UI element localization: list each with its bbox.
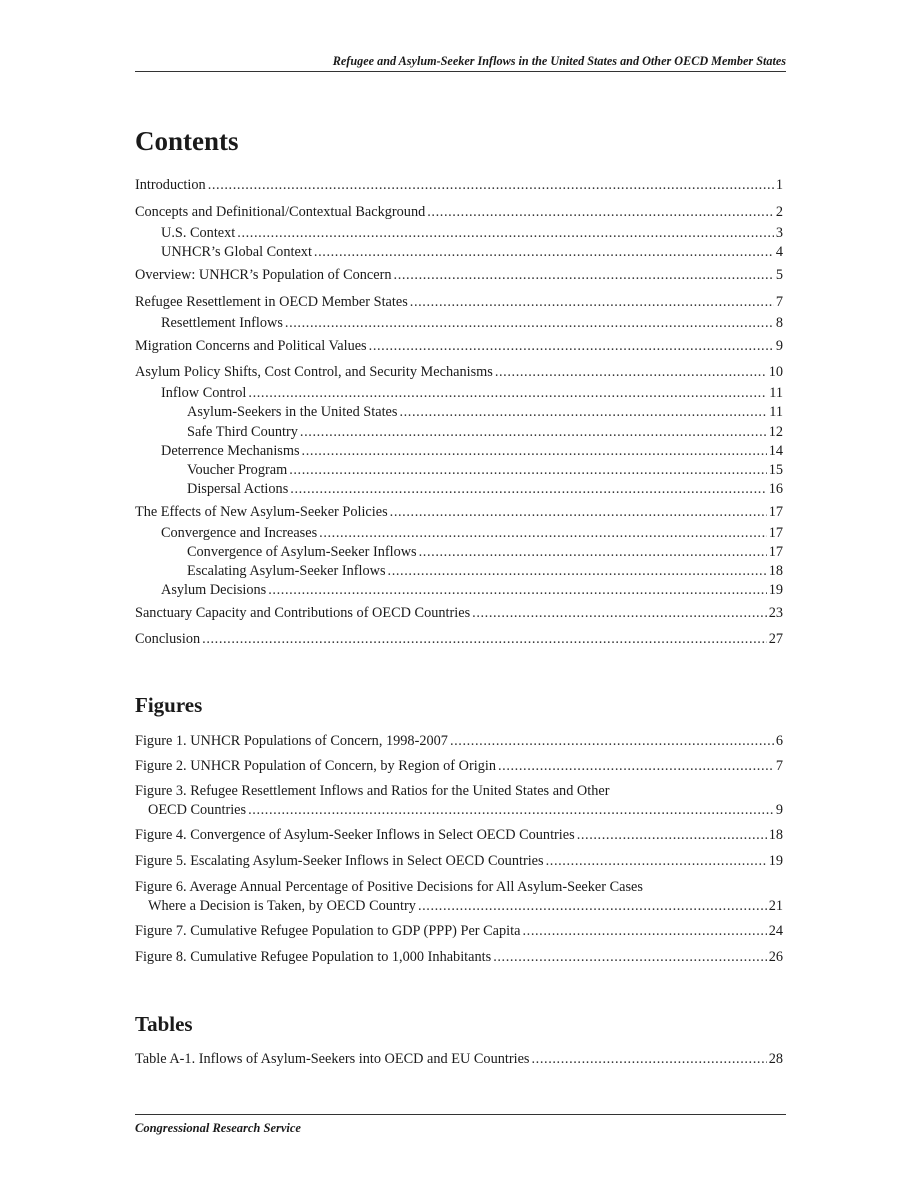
figure-entry-7[interactable] [135, 922, 783, 940]
figure-entry-6[interactable] [135, 897, 783, 915]
toc-entry-label: Introduction [135, 177, 206, 193]
toc-entry-page: 8 [775, 315, 783, 331]
toc-entry-label: Figure 4. Convergence of Asylum-Seeker Inflows in Select OECD Countries [135, 827, 575, 843]
toc-entry-page: 19 [768, 853, 783, 869]
toc-entry-page: 24 [768, 923, 783, 939]
leader-dots [450, 732, 774, 750]
leader-dots [388, 562, 767, 580]
toc-entry-page: 14 [768, 443, 783, 459]
toc-entry-page: 19 [768, 582, 783, 598]
leader-dots [248, 384, 767, 402]
leader-dots [498, 757, 774, 775]
footer-rule [135, 1114, 786, 1115]
footer: Congressional Research Service [135, 1121, 301, 1135]
toc-entry-us-context[interactable] [135, 224, 783, 242]
toc-entry-label: Figure 7. Cumulative Refugee Population to GDP (PPP) Per Capita [135, 923, 521, 939]
toc-entry-page: 15 [768, 462, 783, 478]
toc-entry-label: Figure 1. UNHCR Populations of Concern, 1998-2007 [135, 733, 448, 749]
leader-dots [314, 243, 774, 261]
toc-entry-page: 11 [769, 404, 783, 420]
toc-entry-convergence-increases[interactable] [135, 524, 783, 542]
toc-entry-label: Voucher Program [187, 462, 288, 478]
leader-dots [472, 604, 767, 622]
leader-dots [495, 363, 767, 381]
figure-entry-2[interactable] [135, 757, 783, 775]
toc-entry-page: 7 [775, 294, 783, 310]
toc-entry-asylum-decisions[interactable] [135, 581, 783, 599]
toc-entry-page: 9 [775, 802, 783, 818]
leader-dots [427, 203, 774, 221]
toc-entry-label: UNHCR’s Global Context [161, 244, 312, 260]
toc-entry-page: 5 [775, 267, 783, 283]
toc-entry-page: 23 [768, 605, 783, 621]
toc-entry-label: Overview: UNHCR’s Population of Concern [135, 267, 392, 283]
toc-entry-page: 16 [768, 481, 783, 497]
toc-entry-page: 10 [768, 364, 783, 380]
figure-entry-4[interactable] [135, 826, 783, 844]
toc-entry-page: 1 [775, 177, 783, 193]
leader-dots [302, 442, 767, 460]
toc-entry-page: 18 [768, 563, 783, 579]
toc-entry-label: Convergence of Asylum-Seeker Inflows [187, 544, 417, 560]
toc-entry-migration-concerns[interactable] [135, 337, 783, 355]
toc-entry-label: OECD Countries [148, 802, 247, 818]
leader-dots [532, 1050, 767, 1068]
toc-entry-page: 3 [775, 225, 783, 241]
toc-entry-label: Convergence and Increases [161, 525, 318, 541]
toc-entry-convergence-inflows[interactable] [135, 543, 783, 561]
leader-dots [369, 337, 774, 355]
toc-entry-label: Migration Concerns and Political Values [135, 338, 367, 354]
toc-entry-asylum-seekers-us[interactable] [135, 403, 783, 421]
toc-entry-resettlement-inflows[interactable] [135, 314, 783, 332]
toc-entry-label: Deterrence Mechanisms [161, 443, 300, 459]
toc-entry-page: 18 [768, 827, 783, 843]
leader-dots [577, 826, 767, 844]
toc-entry-effects-new-policies[interactable] [135, 503, 783, 521]
leader-dots [546, 852, 767, 870]
toc-entry-label: Figure 2. UNHCR Population of Concern, by Region of Origin [135, 758, 496, 774]
leader-dots [493, 948, 767, 966]
leader-dots [268, 581, 766, 599]
leader-dots [319, 524, 767, 542]
toc-entry-label: U.S. Context [161, 225, 236, 241]
toc-entry-label: Inflow Control [161, 385, 247, 401]
toc-entry-page: 7 [775, 758, 783, 774]
contents-heading: Contents [135, 126, 239, 156]
toc-entry-introduction[interactable] [135, 176, 783, 194]
toc-entry-page: 9 [775, 338, 783, 354]
leader-dots [390, 503, 767, 521]
toc-entry-page: 26 [768, 949, 783, 965]
toc-entry-inflow-control[interactable] [135, 384, 783, 402]
toc-entry-page: 17 [768, 504, 783, 520]
toc-entry-concepts[interactable] [135, 203, 783, 221]
leader-dots [208, 176, 774, 194]
toc-entry-label: Figure 8. Cumulative Refugee Population to 1,000 Inhabitants [135, 949, 492, 965]
toc-entry-label: Resettlement Inflows [161, 315, 283, 331]
leader-dots [410, 293, 774, 311]
figure-entry-1[interactable] [135, 732, 783, 750]
toc-entry-refugee-resettlement[interactable] [135, 293, 783, 311]
figure-entry-3[interactable] [135, 801, 783, 819]
leader-dots [237, 224, 774, 242]
toc-entry-label: Escalating Asylum-Seeker Inflows [187, 563, 386, 579]
leader-dots [290, 480, 766, 498]
toc-entry-safe-third-country[interactable] [135, 423, 783, 441]
toc-entry-label: Figure 5. Escalating Asylum-Seeker Inflows in Select OECD Countries [135, 853, 544, 869]
running-header: Refugee and Asylum-Seeker Inflows in the United States and Other OECD Member States [332, 54, 786, 68]
figure-entry-6-line1[interactable]: Figure 6. Average Annual Percentage of Positive Decisions for All Asylum-Seeker Cases [135, 879, 643, 895]
toc-entry-label: Sanctuary Capacity and Contributions of OECD Countries [135, 605, 471, 621]
toc-entry-unhcr-global-context[interactable] [135, 243, 783, 261]
toc-entry-deterrence-mechanisms[interactable] [135, 442, 783, 460]
toc-entry-page: 11 [769, 385, 783, 401]
leader-dots [399, 403, 767, 421]
toc-entry-label: Refugee Resettlement in OECD Member States [135, 294, 408, 310]
toc-entry-voucher-program[interactable] [135, 461, 783, 479]
toc-entry-page: 17 [768, 525, 783, 541]
leader-dots [394, 266, 774, 284]
toc-entry-label: Safe Third Country [187, 424, 298, 440]
figure-entry-5[interactable] [135, 852, 783, 870]
figure-entry-8[interactable] [135, 948, 783, 966]
toc-entry-label: Where a Decision is Taken, by OECD Country [148, 898, 416, 914]
toc-entry-page: 27 [768, 631, 783, 647]
header-rule [135, 71, 786, 72]
toc-entry-escalating-inflows[interactable] [135, 562, 783, 580]
leader-dots [289, 461, 767, 479]
figure-entry-3-line1[interactable]: Figure 3. Refugee Resettlement Inflows and Ratios for the United States and Other [135, 783, 610, 799]
toc-entry-overview[interactable] [135, 266, 783, 284]
tables-heading: Tables [135, 1012, 193, 1036]
toc-entry-label: Concepts and Definitional/Contextual Background [135, 204, 426, 220]
leader-dots [522, 922, 766, 940]
toc-entry-page: 12 [768, 424, 783, 440]
leader-dots [248, 801, 774, 819]
toc-entry-label: Conclusion [135, 631, 201, 647]
toc-entry-label: Table A-1. Inflows of Asylum-Seekers into OECD and EU Countries [135, 1051, 530, 1067]
toc-entry-page: 6 [775, 733, 783, 749]
toc-entry-page: 21 [768, 898, 783, 914]
toc-entry-label: Asylum-Seekers in the United States [187, 404, 398, 420]
toc-entry-label: The Effects of New Asylum-Seeker Policies [135, 504, 388, 520]
toc-entry-label: Dispersal Actions [187, 481, 289, 497]
leader-dots [418, 897, 767, 915]
toc-entry-page: 17 [768, 544, 783, 560]
figures-heading: Figures [135, 693, 203, 717]
table-entry-a1[interactable] [135, 1050, 783, 1068]
toc-entry-page: 4 [775, 244, 783, 260]
leader-dots [202, 630, 767, 648]
leader-dots [300, 423, 767, 441]
leader-dots [285, 314, 774, 332]
toc-entry-label: Asylum Decisions [161, 582, 267, 598]
toc-entry-label: Asylum Policy Shifts, Cost Control, and Security Mechanisms [135, 364, 493, 380]
toc-entry-page: 28 [768, 1051, 783, 1067]
toc-entry-sanctuary-capacity[interactable] [135, 604, 783, 622]
toc-entry-page: 2 [775, 204, 783, 220]
toc-entry-conclusion[interactable] [135, 630, 783, 648]
toc-entry-asylum-policy-shifts[interactable] [135, 363, 783, 381]
toc-entry-dispersal-actions[interactable] [135, 480, 783, 498]
leader-dots [419, 543, 767, 561]
